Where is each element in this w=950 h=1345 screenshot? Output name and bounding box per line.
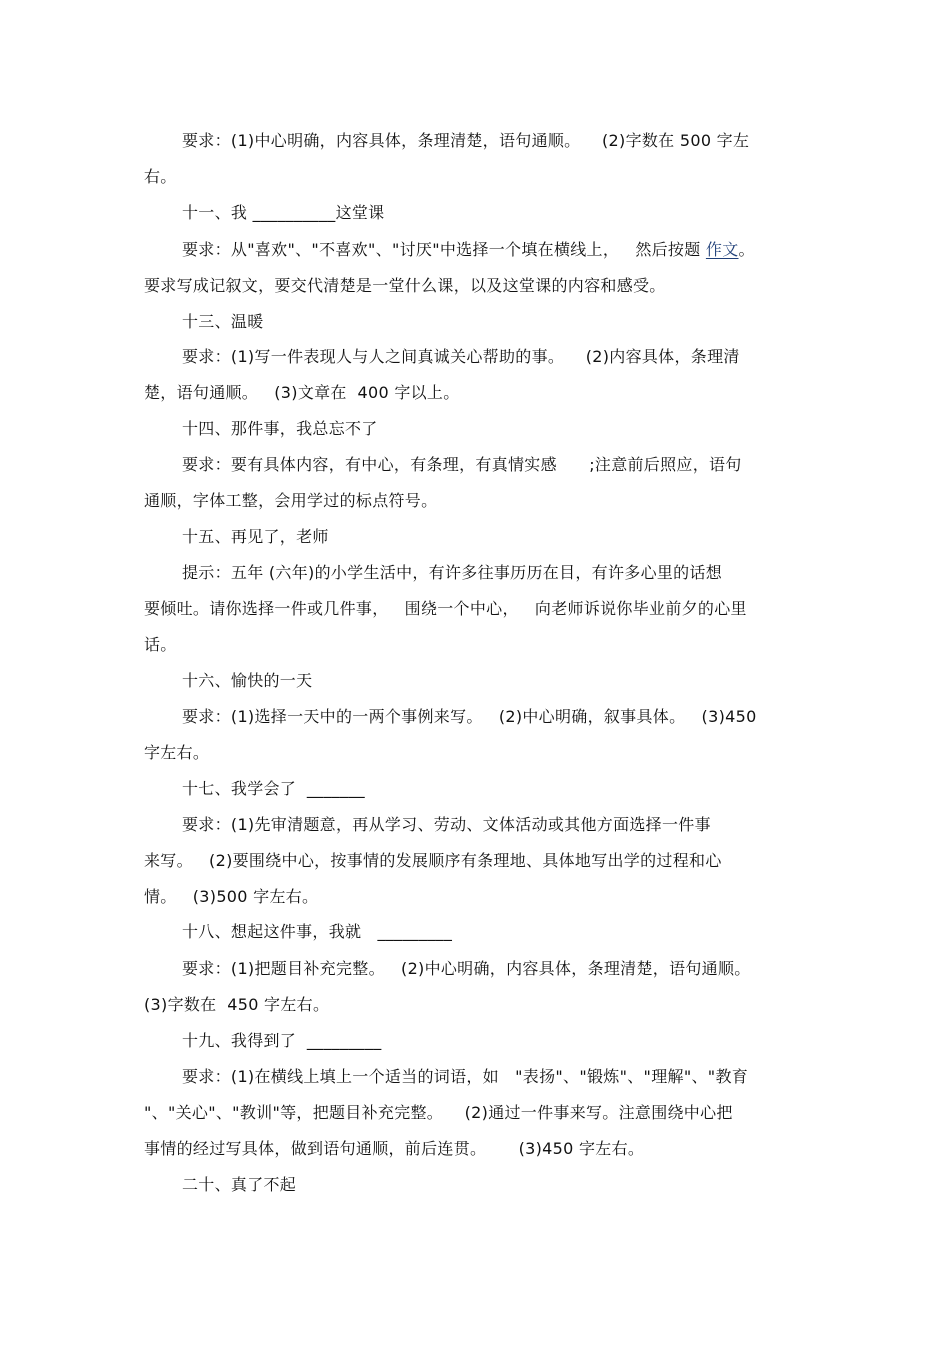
prompt-text-15a: 提示：五年 (六年)的小学生活中，有许多往事历历在目，有许多心里的话想 bbox=[182, 563, 723, 582]
requirement-text-18a: 要求：(1)把题目补充完整。 (2)中心明确，内容具体，条理清楚，语句通顺。 bbox=[182, 959, 751, 978]
topic-title-20: 二十、真了不起 bbox=[182, 1175, 297, 1194]
topic-title-14: 十四、那件事，我总忘不了 bbox=[182, 419, 378, 438]
requirement-text-11a-part2: 。 bbox=[738, 240, 755, 259]
requirement-text-11b: 要求写成记叙文，要交代清楚是一堂什么课，以及这堂课的内容和感受。 bbox=[144, 276, 666, 295]
requirement-text-13b: 楚，语句通顺。 (3)文章在 400 字以上。 bbox=[144, 383, 460, 402]
requirement-text-1a: 要求：(1)中心明确，内容具体，条理清楚，语句通顺。 (2)字数在 500 字左 bbox=[182, 131, 750, 150]
topic-title-11: 十一、我 __________这堂课 bbox=[182, 203, 385, 222]
requirement-text-19b: "、"关心"、"教训"等，把题目补充完整。 (2)通过一件事来写。注意围绕中心把 bbox=[144, 1103, 733, 1122]
prompt-text-15c: 话。 bbox=[144, 635, 177, 654]
requirement-text-14a: 要求：要有具体内容，有中心，有条理，有真情实感 ;注意前后照应，语句 bbox=[182, 455, 742, 474]
requirement-text-17a: 要求：(1)先审清题意，再从学习、劳动、文体活动或其他方面选择一件事 bbox=[182, 815, 711, 834]
requirement-text-19a: 要求：(1)在横线上填上一个适当的词语，如 "表扬"、"锻炼"、"理解"、"教育 bbox=[182, 1067, 749, 1086]
topic-title-17: 十七、我学会了 _______ bbox=[182, 779, 365, 798]
topic-title-15: 十五、再见了，老师 bbox=[182, 527, 329, 546]
requirement-text-18b: (3)字数在 450 字左右。 bbox=[144, 995, 330, 1014]
essay-link[interactable]: 作文 bbox=[705, 240, 739, 259]
requirement-text-16a: 要求：(1)选择一天中的一两个事例来写。 (2)中心明确，叙事具体。 (3)450 bbox=[182, 707, 757, 726]
topic-title-19: 十九、我得到了 _________ bbox=[182, 1031, 382, 1050]
topic-title-13: 十三、温暖 bbox=[182, 312, 264, 331]
requirement-text-19c: 事情的经过写具体，做到语句通顺，前后连贯。 (3)450 字左右。 bbox=[144, 1139, 645, 1158]
requirement-text-16b: 字左右。 bbox=[144, 743, 210, 762]
prompt-text-15b: 要倾吐。请你选择一件或几件事， 围绕一个中心， 向老师诉说你毕业前夕的心里 bbox=[144, 599, 747, 618]
requirement-text-14b: 通顺，字体工整，会用学过的标点符号。 bbox=[144, 491, 438, 510]
topic-title-16: 十六、愉快的一天 bbox=[182, 671, 313, 690]
requirement-text-13a: 要求：(1)写一件表现人与人之间真诚关心帮助的事。 (2)内容具体，条理清 bbox=[182, 347, 740, 366]
requirement-text-17b: 来写。 (2)要围绕中心，按事情的发展顺序有条理地、具体地写出学的过程和心 bbox=[144, 851, 722, 870]
requirement-text-11a-part1: 要求：从"喜欢"、"不喜欢"、"讨厌"中选择一个填在横线上， 然后按题 bbox=[182, 240, 706, 259]
topic-title-18: 十八、想起这件事，我就 _________ bbox=[182, 922, 453, 941]
requirement-text-17c: 情。 (3)500 字左右。 bbox=[144, 887, 319, 906]
requirement-text-11a bbox=[182, 240, 755, 260]
requirement-text-1b: 右。 bbox=[144, 167, 177, 186]
